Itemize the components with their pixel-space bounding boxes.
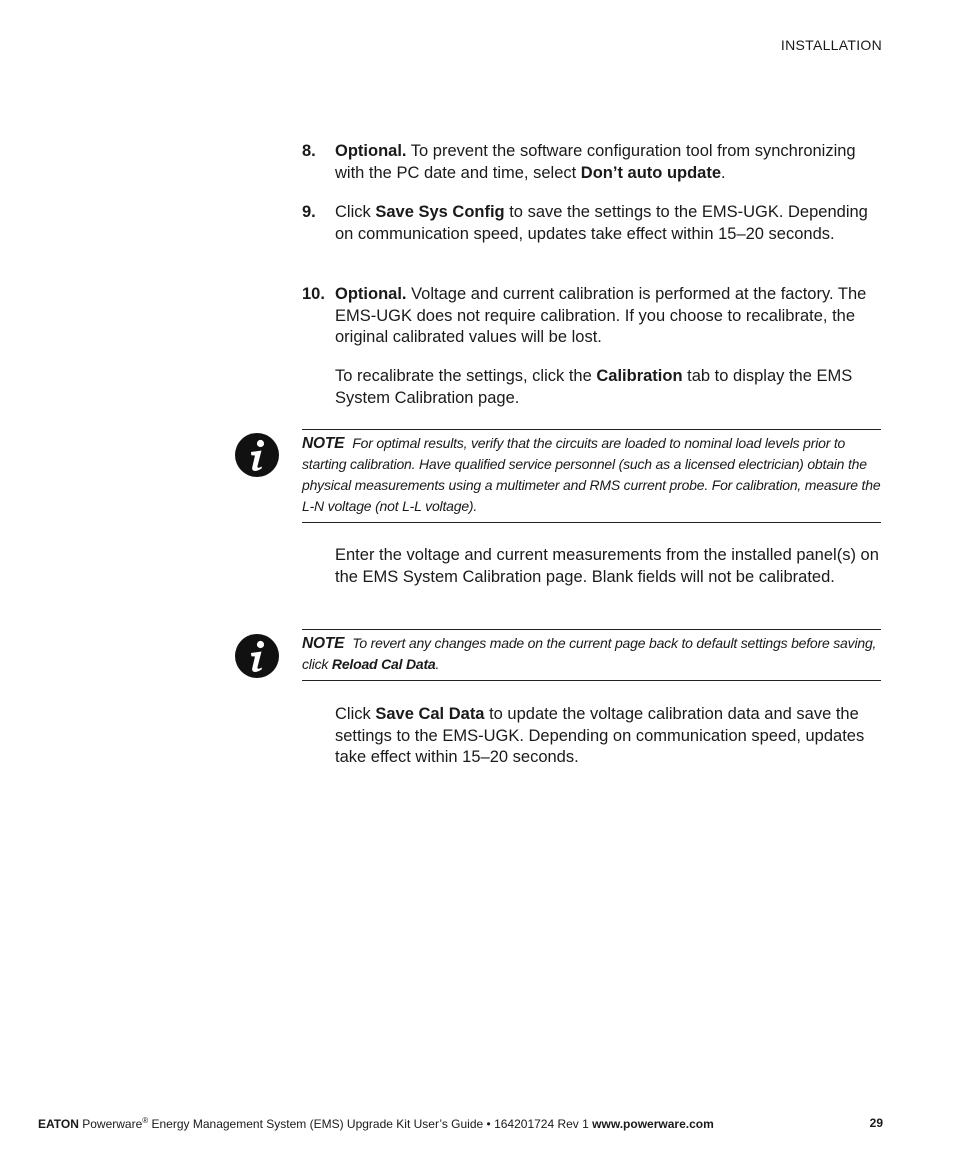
info-icon (235, 433, 279, 477)
step-text-part: Voltage and current calibration is performed at the factory. The EMS-UGK does not require calibration. If you choose to recalibrate, the original calibrated values will be lost. (335, 285, 867, 346)
page-number: 29 (869, 1116, 883, 1130)
note-text: To revert any changes made on the current page back to default settings before saving, click (302, 635, 877, 672)
note-text: . (435, 656, 440, 672)
save-cal-paragraph (335, 704, 883, 769)
step-text (335, 141, 882, 184)
step-text-part: Click (335, 203, 376, 221)
step-number: 8. (302, 142, 316, 160)
save-cal-data-term: Save Cal Data (375, 705, 485, 723)
info-icon (235, 634, 279, 678)
save-sys-config-term: Save Sys Config (375, 203, 505, 221)
step-text (335, 284, 882, 349)
guide-title: Energy Management System (EMS) Upgrade Kit User’s Guide • 164201724 Rev 1 (148, 1117, 593, 1131)
step-text-part: to save the settings to the EMS-UGK. Depending on communication speed, updates take effect within 15–20 seconds. (335, 203, 868, 243)
page-footer (38, 1116, 883, 1131)
step-9 (302, 202, 882, 245)
calibration-term: Calibration (596, 367, 683, 385)
step-text (335, 202, 882, 245)
step-number: 10. (302, 285, 325, 303)
website-link[interactable]: www.powerware.com (592, 1117, 714, 1131)
para-text-part: To recalibrate the settings, click the (335, 367, 597, 385)
enter-measurements-paragraph: Enter the voltage and current measurements from the installed panel(s) on the EMS System Calibration page. Blank fields will not be calibrated. (335, 546, 879, 586)
step-text-part: To prevent the software configuration tool from synchronizing with the PC date and time, select (335, 142, 856, 182)
note-label: NOTE (302, 635, 345, 652)
recalibrate-paragraph (335, 366, 883, 409)
reload-cal-data-term: Reload Cal Data (331, 656, 436, 672)
dont-auto-update-term: Don’t auto update (580, 163, 722, 182)
note-calibration (302, 429, 881, 523)
note-label: NOTE (302, 435, 345, 452)
brand-name: EATON (38, 1117, 79, 1131)
product-name: Powerware (78, 1117, 143, 1131)
note-reload (302, 629, 881, 681)
step-8 (302, 141, 882, 184)
section-header: INSTALLATION (780, 37, 882, 53)
step-10 (302, 284, 882, 349)
optional-label: Optional. (335, 142, 407, 160)
registered-mark: ® (142, 1116, 149, 1125)
step-text-part: . (721, 163, 726, 182)
step-number: 9. (302, 203, 316, 221)
para-text-part: tab to display the EMS System Calibration page. (335, 367, 853, 407)
optional-label: Optional. (335, 285, 407, 303)
para-text-part: to update the voltage calibration data and save the settings to the EMS-UGK. Depending on communication speed, updates take effect within 15–20 seconds. (335, 705, 865, 766)
note-text: For optimal results, verify that the circuits are loaded to nominal load levels prior to starting calibration. Have qualified service personnel (such as a licensed electrician) obtain the physical measurements using a multimeter and RMS current probe. For calibration, measure the L-N voltage (not L-L voltage). (302, 435, 881, 514)
para-text-part: Click (335, 705, 376, 723)
